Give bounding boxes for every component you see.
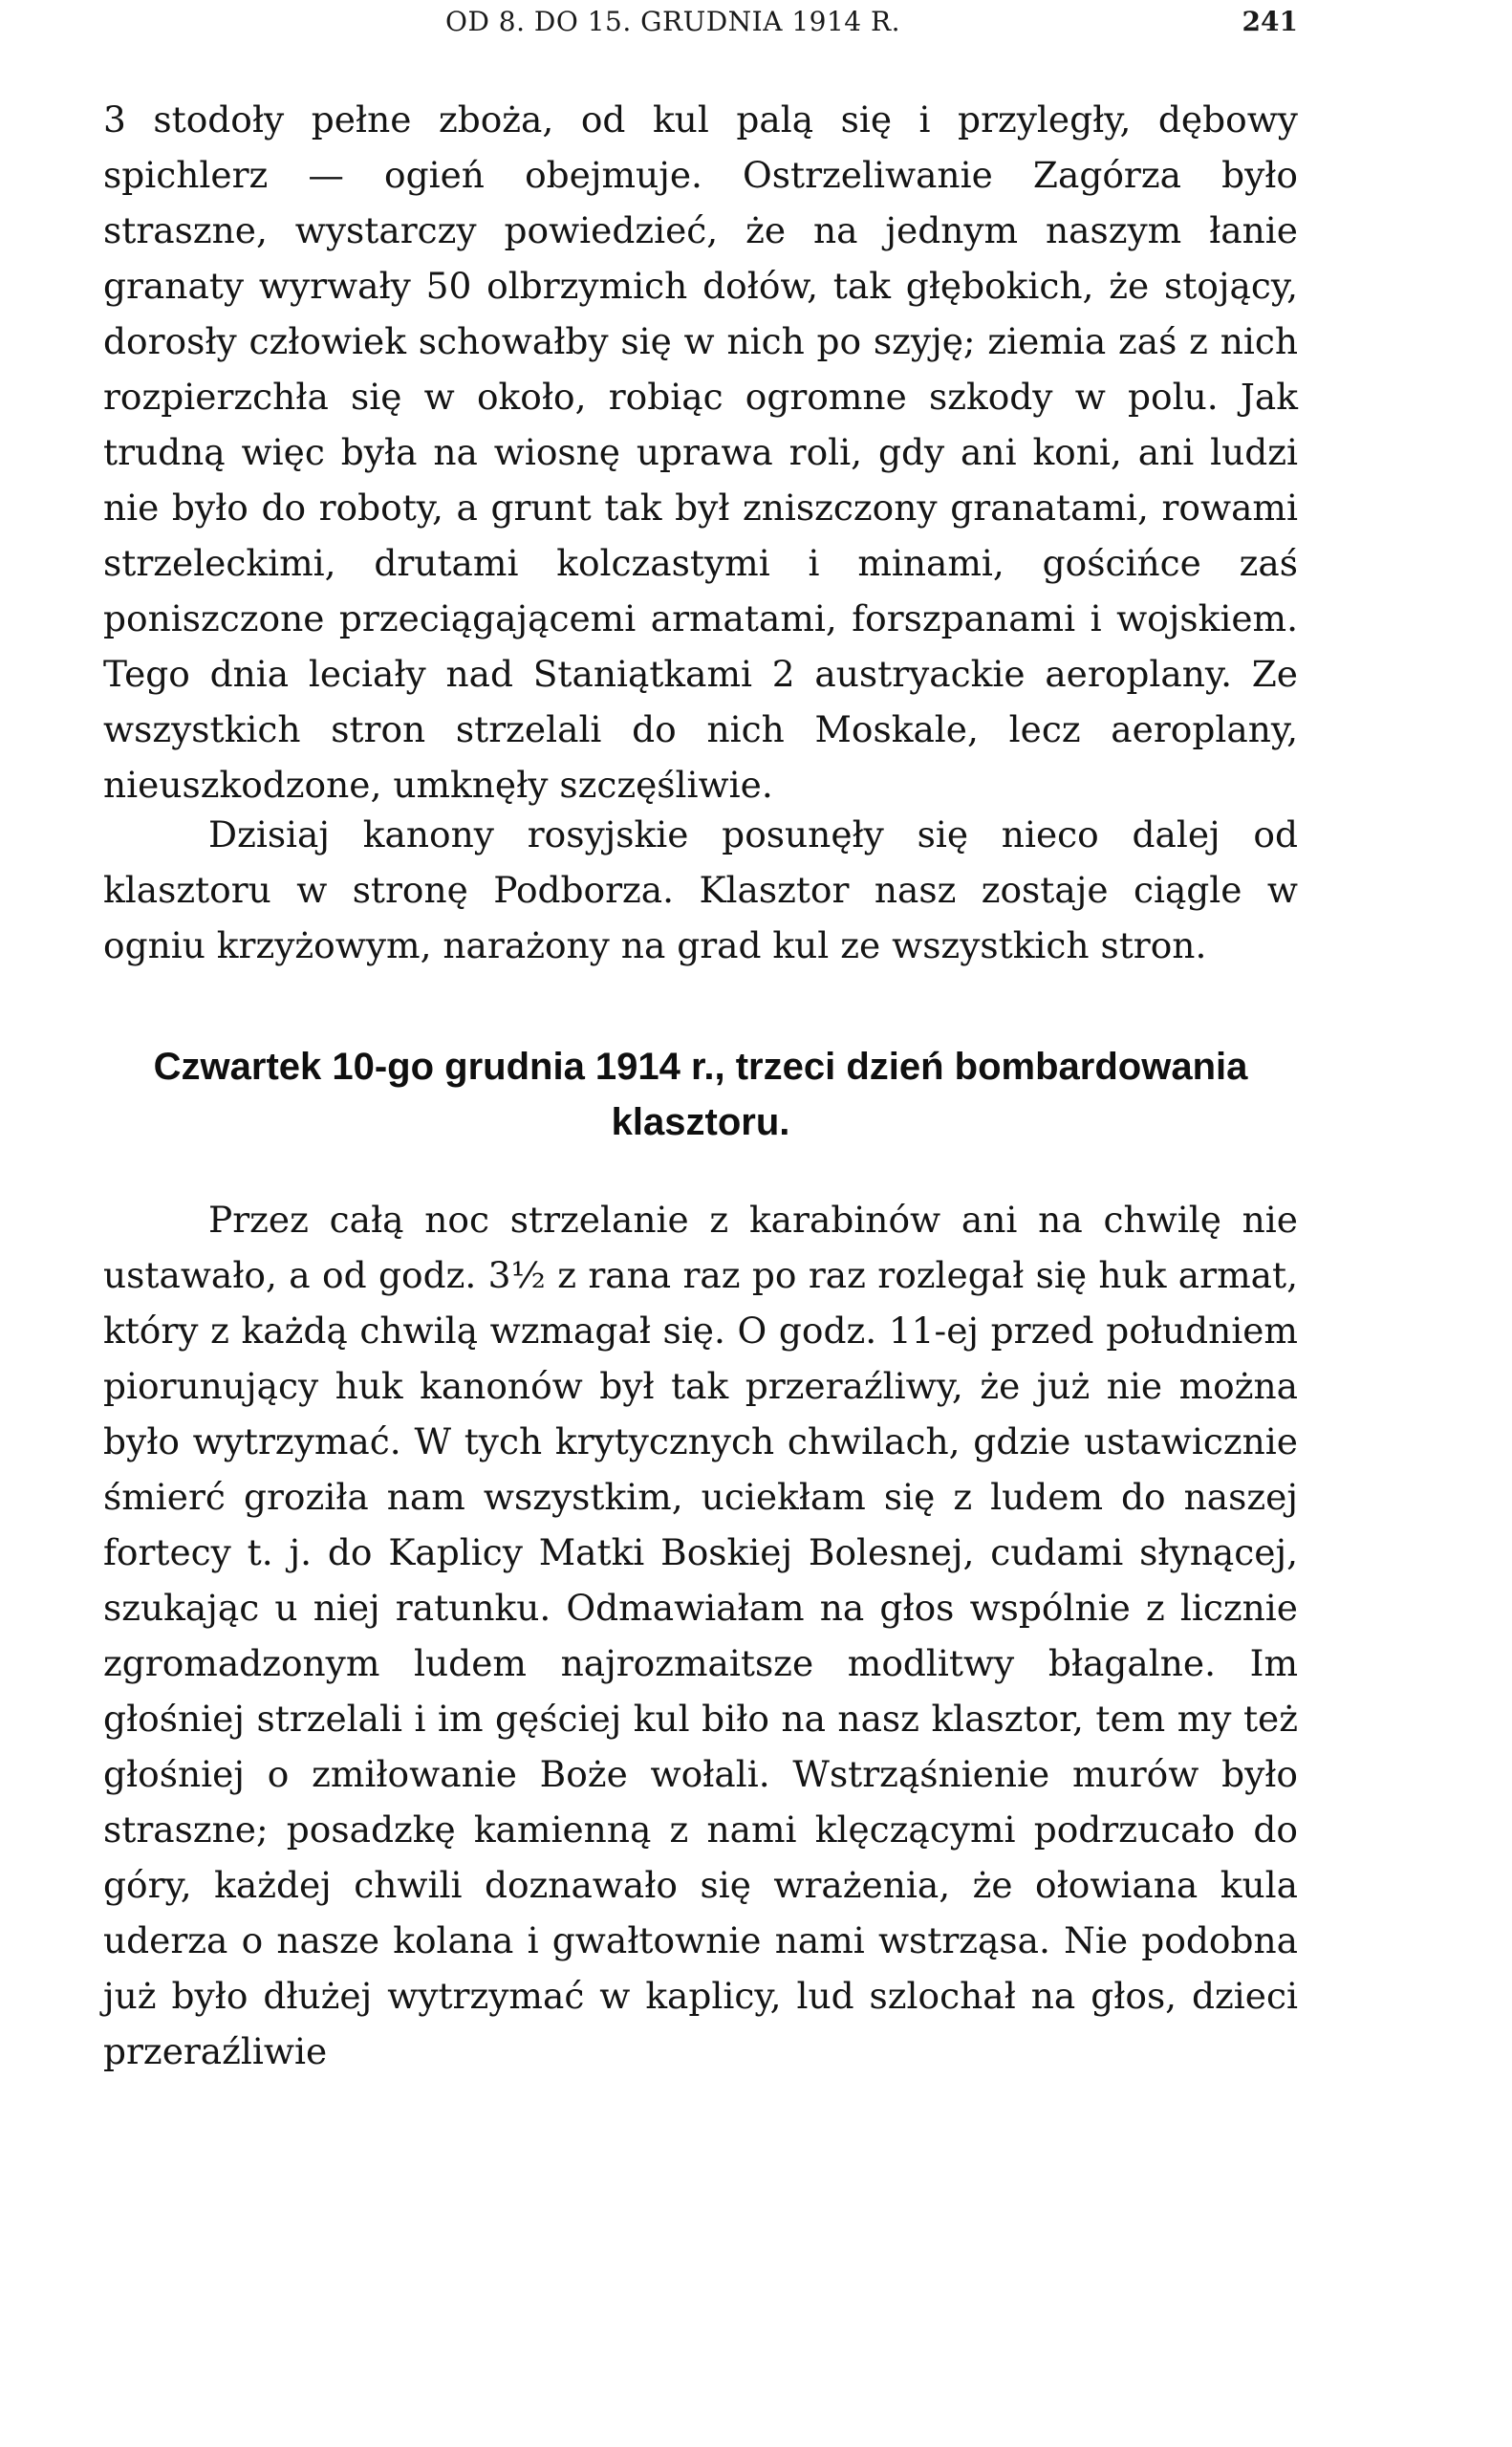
paragraph-1: 3 stodoły pełne zboża, od kul palą się i przyległy, dębowy spichlerz — ogień obejmuje. Ostrzeliwanie Zagórza było straszne, wystarczy powiedzieć, że na jednym naszym łanie granaty wyrwały 50 olbrzymich dołów, tak głębokich, że stojący, dorosły człowiek schowałby się w nich po szyję; ziemia zaś z nich rozpierzchła się w około, robiąc ogromne szkody w polu. Jak trudną więc była na wiosnę uprawa roli, gdy ani koni, ani ludzi nie było do roboty, a grunt tak był zniszczony granatami, rowami strzeleckimi, drutami kolczastymi i minami, gościńce zaś poniszczone przeciągającemi armatami, forszpanami i wojskiem. Tego dnia leciały nad Staniątkami 2 austryackie aeroplany. Ze wszystkich stron strzelali do nich Moskale, lecz aeroplany, nieuszkodzone, umknęły szczęśliwie. <box>103 98 1298 806</box>
running-header <box>103 6 1298 44</box>
book-page <box>103 0 1298 2447</box>
paragraph-3: Przez całą noc strzelanie z karabinów ani na chwilę nie ustawało, a od godz. 3½ z rana raz po raz rozlegał się huk armat, który z każdą chwilą wzmagał się. O godz. 11-ej przed południem piorunujący huk kanonów był tak przeraźliwy, że już nie można było wytrzymać. W tych krytycznych chwilach, gdzie ustawicznie śmierć groziła nam wszystkim, uciekłam się z ludem do naszej fortecy t. j. do Kaplicy Matki Boskiej Bolesnej, cudami słynącej, szukając u niej ratunku. Odmawiałam na głos wspólnie z licznie zgromadzonym ludem najrozmaitsze modlitwy błagalne. Im głośniej strzelali i im gęściej kul biło na nasz klasztor, tem my też głośniej o zmiłowanie Boże wołali. Wstrząśnienie murów było straszne; posadzkę kamienną z nami klęczącymi podrzucało do góry, każdej chwili doznawało się wrażenia, że ołowiana kula uderza o nasze kolana i gwałtownie nami wstrząsa. Nie podobna już było dłużej wytrzymać w kaplicy, lud szlochał na głos, dzieci przeraźliwie <box>103 1199 1298 2072</box>
running-title: OD 8. DO 15. GRUDNIA 1914 R. <box>445 6 900 37</box>
paragraph-2: Dzisiaj kanony rosyjskie posunęły się nieco dalej od klasztoru w stronę Podborza. Klasztor nasz zostaje ciągle w ogniu krzyżowym, narażony na grad kul ze wszystkich stron. <box>103 813 1298 966</box>
page-number: 241 <box>1242 6 1298 37</box>
section-heading: Czwartek 10-go grudnia 1914 r., trzeci dzień bombardowania klasztoru. <box>153 1046 1248 1143</box>
